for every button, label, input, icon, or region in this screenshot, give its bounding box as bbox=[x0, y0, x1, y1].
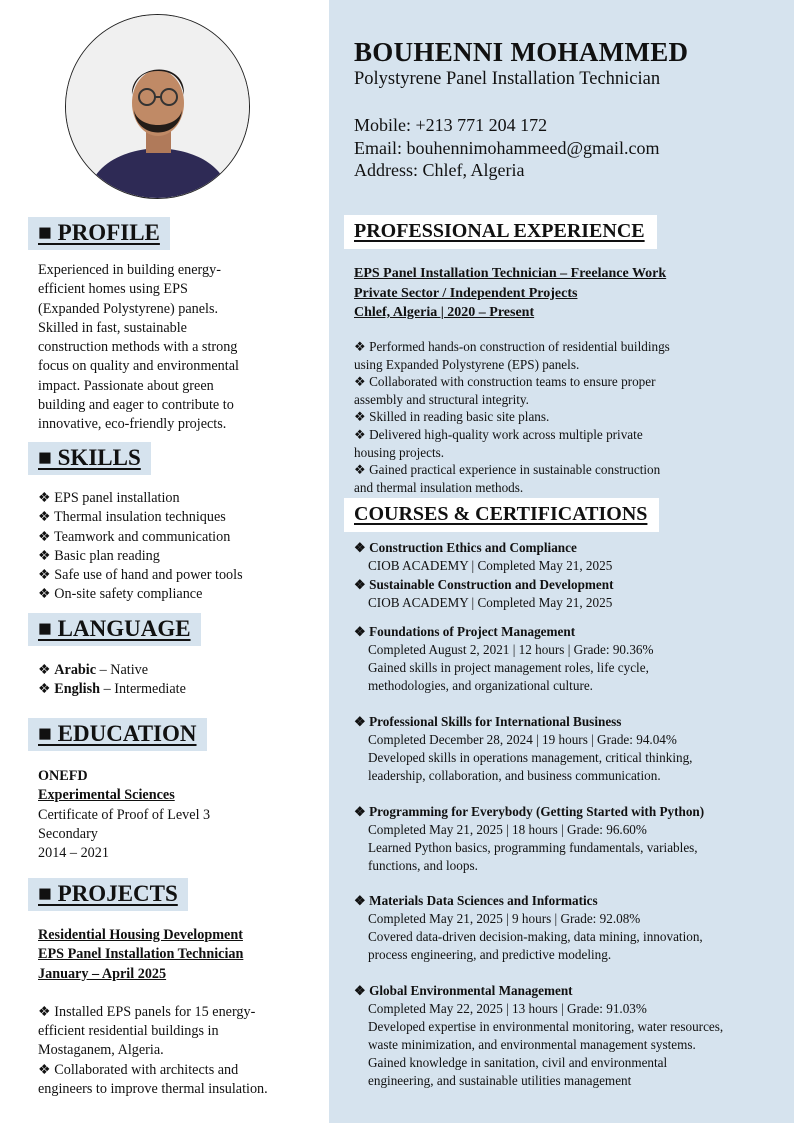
experience-line: housing projects. bbox=[354, 444, 445, 460]
language-bullet: ❖ bbox=[38, 662, 55, 678]
course-title: ❖ Materials Data Sciences and Informatics bbox=[354, 893, 598, 908]
course-detail: Completed December 28, 2024 | 19 hours | Grade: 94.04% bbox=[368, 732, 677, 747]
course-detail: Completed May 21, 2025 | 18 hours | Grade: 96.60% bbox=[368, 822, 647, 837]
profile-line: focus on quality and environmental bbox=[38, 358, 239, 375]
education-school: ONEFD bbox=[38, 768, 88, 784]
course-title: ❖ Foundations of Project Management bbox=[354, 624, 576, 639]
profile-line: building and eager to contribute to bbox=[38, 397, 234, 414]
course-detail: process engineering, and predictive modeling. bbox=[368, 947, 612, 962]
experience-org: Private Sector / Independent Projects bbox=[354, 285, 578, 301]
experience-place: Chlef, Algeria | 2020 – Present bbox=[354, 305, 535, 320]
course-title: ❖ Programming for Everybody (Getting Started with Python) bbox=[354, 804, 705, 819]
course-detail: Completed May 22, 2025 | 13 hours | Grade: 91.03% bbox=[368, 1001, 647, 1016]
person-photo-icon bbox=[66, 15, 250, 199]
course-detail: CIOB ACADEMY | Completed May 21, 2025 bbox=[368, 558, 613, 573]
course-detail: methodologies, and organizational culture. bbox=[368, 678, 593, 693]
language-level: – Intermediate bbox=[100, 681, 186, 698]
experience-line: ❖ Delivered high-quality work across multiple private bbox=[354, 426, 643, 442]
course-detail: Gained skills in project management roles, life cycle, bbox=[368, 660, 649, 675]
education-detail: Secondary bbox=[38, 825, 98, 842]
projects-block bbox=[38, 926, 268, 1099]
spacer bbox=[38, 984, 268, 1003]
profile-line: (Expanded Polystyrene) panels. bbox=[38, 300, 219, 317]
contact-mobile: Mobile: +213 771 204 172 bbox=[354, 115, 548, 135]
course-detail: functions, and loops. bbox=[368, 858, 478, 873]
course-item bbox=[354, 623, 654, 695]
section-header-skills: ■ SKILLS bbox=[28, 442, 151, 475]
course-item bbox=[354, 982, 723, 1090]
skill-item: ❖ EPS panel installation bbox=[38, 490, 180, 506]
candidate-name: BOUHENNI MOHAMMED bbox=[354, 37, 689, 67]
course-detail: engineering, and sustainable utilities management bbox=[368, 1073, 632, 1088]
profile-line: innovative, eco-friendly projects. bbox=[38, 416, 227, 433]
course-detail: Gained knowledge in sanitation, civil and environmental bbox=[368, 1055, 668, 1070]
experience-line: ❖ Performed hands-on construction of residential buildings bbox=[354, 339, 670, 354]
contact-address: Address: Chlef, Algeria bbox=[354, 160, 525, 180]
skill-item: ❖ Safe use of hand and power tools bbox=[38, 567, 243, 584]
language-level: – Native bbox=[96, 662, 149, 678]
project-line: ❖ Installed EPS panels for 15 energy- bbox=[38, 1003, 256, 1020]
experience-line: assembly and structural integrity. bbox=[354, 391, 529, 407]
course-detail: Covered data-driven decision-making, data mining, innovation, bbox=[368, 929, 703, 944]
experience-list bbox=[354, 338, 670, 496]
course-title: ❖ Sustainable Construction and Development bbox=[354, 577, 614, 592]
experience-line: ❖ Gained practical experience in sustainable construction bbox=[354, 462, 661, 478]
project-line: ❖ Collaborated with architects and bbox=[38, 1061, 239, 1078]
course-title: ❖ Professional Skills for International Business bbox=[354, 714, 622, 729]
section-header-experience: PROFESSIONAL EXPERIENCE bbox=[344, 215, 657, 249]
profile-line: Experienced in building energy- bbox=[38, 262, 221, 278]
profile-line: Skilled in fast, sustainable bbox=[38, 319, 187, 336]
job-title: Polystyrene Panel Installation Technician bbox=[354, 69, 661, 89]
experience-line: ❖ Collaborated with construction teams to ensure proper bbox=[354, 374, 656, 390]
language-name: Arabic bbox=[54, 662, 97, 678]
skills-list bbox=[38, 489, 243, 605]
section-header-education: ■ EDUCATION bbox=[28, 718, 207, 751]
course-detail: Developed expertise in environmental monitoring, water resources, bbox=[368, 1019, 724, 1034]
language-list bbox=[38, 661, 186, 700]
section-header-language: ■ LANGUAGE bbox=[28, 613, 201, 646]
education-years: 2014 – 2021 bbox=[38, 845, 109, 862]
skill-item: ❖ On-site safety compliance bbox=[38, 586, 203, 603]
project-date: January – April 2025 bbox=[38, 965, 167, 982]
education-block bbox=[38, 767, 210, 863]
experience-line: using Expanded Polystyrene (EPS) panels. bbox=[354, 356, 580, 372]
experience-role: EPS Panel Installation Technician – Freelance Work bbox=[354, 266, 667, 281]
course-item bbox=[354, 803, 704, 875]
contact-email: Email: bouhennimohammeed@gmail.com bbox=[354, 137, 660, 158]
course-item bbox=[354, 892, 703, 964]
education-detail: Certificate of Proof of Level 3 bbox=[38, 806, 211, 823]
project-line: efficient residential buildings in bbox=[38, 1023, 219, 1040]
skill-item: ❖ Teamwork and communication bbox=[38, 528, 231, 545]
education-field: Experimental Sciences bbox=[38, 787, 175, 804]
course-detail: CIOB ACADEMY | Completed May 21, 2025 bbox=[368, 595, 613, 610]
project-line: Mostaganem, Algeria. bbox=[38, 1042, 164, 1059]
language-bullet: ❖ bbox=[38, 681, 55, 698]
profile-line: efficient homes using EPS bbox=[38, 281, 188, 298]
profile-line: impact. Passionate about green bbox=[38, 377, 214, 394]
course-title: ❖ Global Environmental Management bbox=[354, 983, 573, 998]
profile-photo bbox=[65, 14, 250, 199]
project-role: EPS Panel Installation Technician bbox=[38, 946, 244, 963]
project-line: engineers to improve thermal insulation. bbox=[38, 1081, 268, 1098]
section-header-projects: ■ PROJECTS bbox=[28, 878, 188, 911]
course-detail: leadership, collaboration, and business communication. bbox=[368, 768, 661, 783]
experience-line: and thermal insulation methods. bbox=[354, 479, 524, 495]
course-detail: Completed May 21, 2025 | 9 hours | Grade: 92.08% bbox=[368, 911, 641, 926]
project-title: Residential Housing Development bbox=[38, 927, 243, 943]
course-item bbox=[354, 576, 613, 612]
experience-heading bbox=[354, 264, 666, 323]
course-title: ❖ Construction Ethics and Compliance bbox=[354, 540, 577, 555]
course-item bbox=[354, 713, 692, 785]
skill-item: ❖ Thermal insulation techniques bbox=[38, 509, 226, 526]
profile-line: construction methods with a strong bbox=[38, 339, 238, 356]
course-detail: Completed August 2, 2021 | 12 hours | Grade: 90.36% bbox=[368, 642, 654, 657]
skill-item: ❖ Basic plan reading bbox=[38, 547, 160, 564]
course-item bbox=[354, 539, 612, 575]
language-item bbox=[38, 680, 186, 699]
experience-line: ❖ Skilled in reading basic site plans. bbox=[354, 409, 550, 425]
course-detail: waste minimization, and environmental management systems. bbox=[368, 1037, 696, 1052]
course-detail: Learned Python basics, programming fundamentals, variables, bbox=[368, 840, 698, 855]
profile-text bbox=[38, 261, 239, 435]
course-detail: Developed skills in operations management, critical thinking, bbox=[368, 750, 693, 765]
language-item bbox=[38, 661, 186, 680]
section-header-courses: COURSES & CERTIFICATIONS bbox=[344, 498, 659, 532]
contact-block bbox=[354, 114, 660, 182]
section-header-profile: ■ PROFILE bbox=[28, 217, 170, 250]
language-name: English bbox=[54, 681, 101, 698]
